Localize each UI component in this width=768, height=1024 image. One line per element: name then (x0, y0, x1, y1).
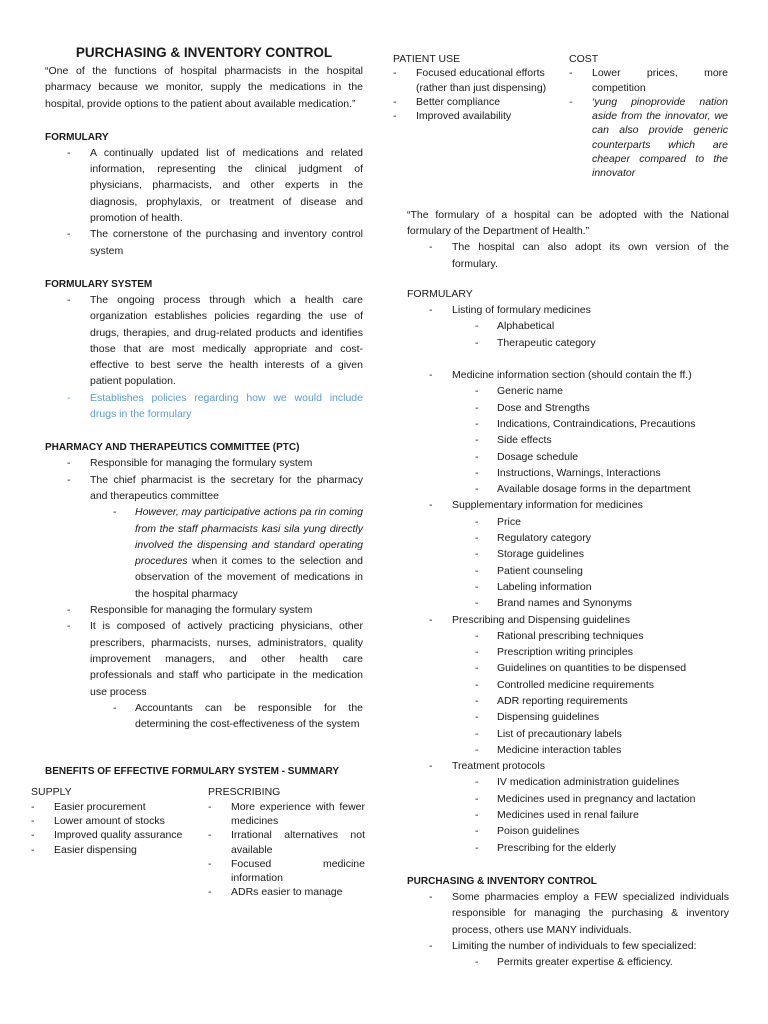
list-item: - Medicine interaction tables (407, 742, 729, 758)
list-item-highlight: - Establishes policies regarding how we would include drugs in the formulary (45, 390, 363, 423)
list-item: - Focused educational efforts (rather than just dispensing) (393, 66, 569, 95)
list-item: - Controlled medicine requirements (407, 677, 729, 693)
list-item: - Accountants can be responsible for the determining the cost-effectiveness of the system (45, 700, 363, 733)
list-item: - Patient counseling (407, 563, 729, 579)
ptc-sublist (45, 504, 363, 602)
patient-use-heading: PATIENT USE (393, 53, 461, 65)
list-item: - The hospital can also adopt its own version of the formulary. (407, 239, 729, 272)
list-item (407, 367, 729, 497)
list-item-text: Supplementary information for medicines (452, 499, 643, 512)
formulary-heading-right: FORMULARY (407, 287, 473, 300)
list-item: - Responsible for managing the formulary system (45, 602, 363, 618)
list-item: - Easier procurement (31, 800, 208, 814)
right-column (393, 52, 729, 970)
formulary-system-heading: FORMULARY SYSTEM (45, 278, 153, 290)
list-item: - Improved availability (393, 109, 569, 123)
supply-column (31, 785, 208, 899)
list-item: - IV medication administration guidelines (407, 774, 729, 790)
ptc-sublist (45, 700, 363, 733)
list-item-text: Listing of formulary medicines (452, 304, 591, 317)
prescribing-heading: PRESCRIBING (208, 786, 281, 799)
list-item: - Dosage schedule (407, 449, 729, 465)
purchasing-sublist (407, 954, 729, 970)
list-item-text: Medicine information section (should contain the ff.) (452, 369, 692, 382)
list-item: - Guidelines on quantities to be dispensed (407, 660, 729, 676)
supply-heading: SUPPLY (31, 786, 72, 799)
prescribing-list (208, 800, 365, 900)
list-item: - A continually updated list of medications and related information, representing the clinical judgment of physicians, pharmacists, and other experts in the diagnosis, prophylaxis, or treatment of disease and promotion of health. (45, 145, 363, 226)
list-item: - Rational prescribing techniques (407, 628, 729, 644)
intro-quote: “One of the functions of hospital pharmacists in the hospital pharmacy because we monitor, supply the medications in the hospital, provide options to the patient about available medication.” (45, 65, 363, 110)
cost-list (569, 66, 728, 180)
patient-use-column (393, 52, 569, 181)
list-item: - List of precautionary labels (407, 726, 729, 742)
list-item (45, 472, 363, 602)
purchasing-list (407, 889, 729, 970)
list-item: - Focused medicine information (208, 857, 365, 886)
list-item: - Regulatory category (407, 530, 729, 546)
prescribing-column (208, 785, 365, 899)
national-block (393, 207, 729, 272)
mis-sublist (407, 383, 729, 497)
list-item: - Irrational alternatives not available (208, 828, 365, 857)
italic-note: However, may participative actions pa rin coming from the staff pharmacists kasi sila yung directly involved the dispensing and standard operating procedures (135, 506, 363, 568)
list-item: - Better compliance (393, 95, 569, 109)
list-item: - Improved quality assurance (31, 828, 208, 842)
list-item: - Prescribing for the elderly (407, 840, 729, 856)
list-item: - Therapeutic category (407, 335, 729, 351)
list-item: - Generic name (407, 383, 729, 399)
list-item: - Medicines used in renal failure (407, 807, 729, 823)
supply-list (31, 800, 208, 857)
formulary-contents-list (407, 302, 729, 856)
list-item: - Alphabetical (407, 318, 729, 334)
formulary-system-list (45, 292, 363, 422)
list-item: - Labeling information (407, 579, 729, 595)
ptc-list (45, 455, 363, 732)
list-item: - Side effects (407, 432, 729, 448)
cost-column (569, 52, 728, 181)
list-item: - Permits greater expertise & efficiency. (407, 954, 729, 970)
list-item: - ADRs easier to manage (208, 885, 365, 899)
formulary-heading: FORMULARY (45, 131, 109, 143)
list-item (45, 618, 363, 732)
list-item-text: Prescribing and Dispensing guidelines (452, 613, 631, 626)
list-item (407, 938, 729, 971)
list-item: - Prescription writing principles (407, 644, 729, 660)
list-item (407, 758, 729, 856)
list-item (407, 612, 729, 759)
list-item-text: Treatment protocols (452, 760, 545, 773)
list-item: - Poison guidelines (407, 823, 729, 839)
list-item: - Dispensing guidelines (407, 709, 729, 725)
list-item: - ADR reporting requirements (407, 693, 729, 709)
list-item: - Dose and Strengths (407, 400, 729, 416)
supp-sublist (407, 514, 729, 612)
formulary-list (45, 145, 363, 259)
listing-sublist (407, 318, 729, 351)
benefits-heading: BENEFITS OF EFFECTIVE FORMULARY SYSTEM - SUMMARY (45, 766, 340, 778)
pdg-sublist (407, 628, 729, 758)
list-item: - Brand names and Synonyms (407, 595, 729, 611)
list-item: - More experience with fewer medicines (208, 800, 365, 829)
list-item: - Indications, Contraindications, Precautions (407, 416, 729, 432)
list-item: - Easier dispensing (31, 843, 208, 857)
cost-heading: COST (569, 53, 599, 65)
list-item: - Some pharmacies employ a FEW specialized individuals responsible for managing the purchasing & inventory process, others use MANY individuals. (407, 889, 729, 938)
list-item: - The ongoing process through which a health care organization establishes policies regarding the use of drugs, therapies, and drug-related products and identifies those that are most medically appropriate and cost-effective to best serve the health interests of a given patient population. (45, 292, 363, 390)
list-item (407, 302, 729, 351)
list-item: - The cornerstone of the purchasing and inventory control system (45, 226, 363, 259)
list-item-italic: - ‘yung pinoprovide nation aside from the innovator, we can also provide generic counterparts which are cheaper compared to the innovator (569, 95, 728, 181)
list-item: - Storage guidelines (407, 546, 729, 562)
left-column (31, 44, 365, 900)
benefits-grid-cont (393, 52, 728, 181)
list-item (407, 497, 729, 611)
list-item: - Medicines used in pregnancy and lactation (407, 791, 729, 807)
list-item (45, 504, 363, 602)
list-item: - Lower amount of stocks (31, 814, 208, 828)
national-list (407, 239, 729, 272)
national-quote: “The formulary of a hospital can be adopted with the National formulary of the Department of Health.” (407, 208, 729, 237)
page-title: PURCHASING & INVENTORY CONTROL (75, 45, 333, 60)
benefits-grid (31, 785, 365, 899)
list-item-text: The chief pharmacist is the secretary for the pharmacy and therapeutics committee (90, 473, 363, 502)
list-item: - Responsible for managing the formulary system (45, 455, 363, 471)
note-rest: when it comes to the selection and observation of the movement of medications in the hospital pharmacy (135, 555, 363, 600)
ptc-heading: PHARMACY AND THERAPEUTICS COMMITTEE (PTC) (45, 442, 300, 454)
purchasing-heading: PURCHASING & INVENTORY CONTROL (407, 875, 597, 887)
list-item: - Instructions, Warnings, Interactions (407, 465, 729, 481)
list-item: - Price (407, 514, 729, 530)
list-item: - Lower prices, more competition (569, 66, 728, 95)
list-item: - Available dosage forms in the department (407, 481, 729, 497)
list-item-text: It is composed of actively practicing physicians, other prescribers, pharmacists, nurses, administrators, quality improvement managers, and other health care professionals and staff who participate in the medication use process (90, 620, 363, 698)
formulary-contents (393, 286, 729, 971)
tp-sublist (407, 774, 729, 855)
list-item-text: Limiting the number of individuals to few specialized: (452, 939, 697, 952)
patient-use-list (393, 66, 569, 123)
